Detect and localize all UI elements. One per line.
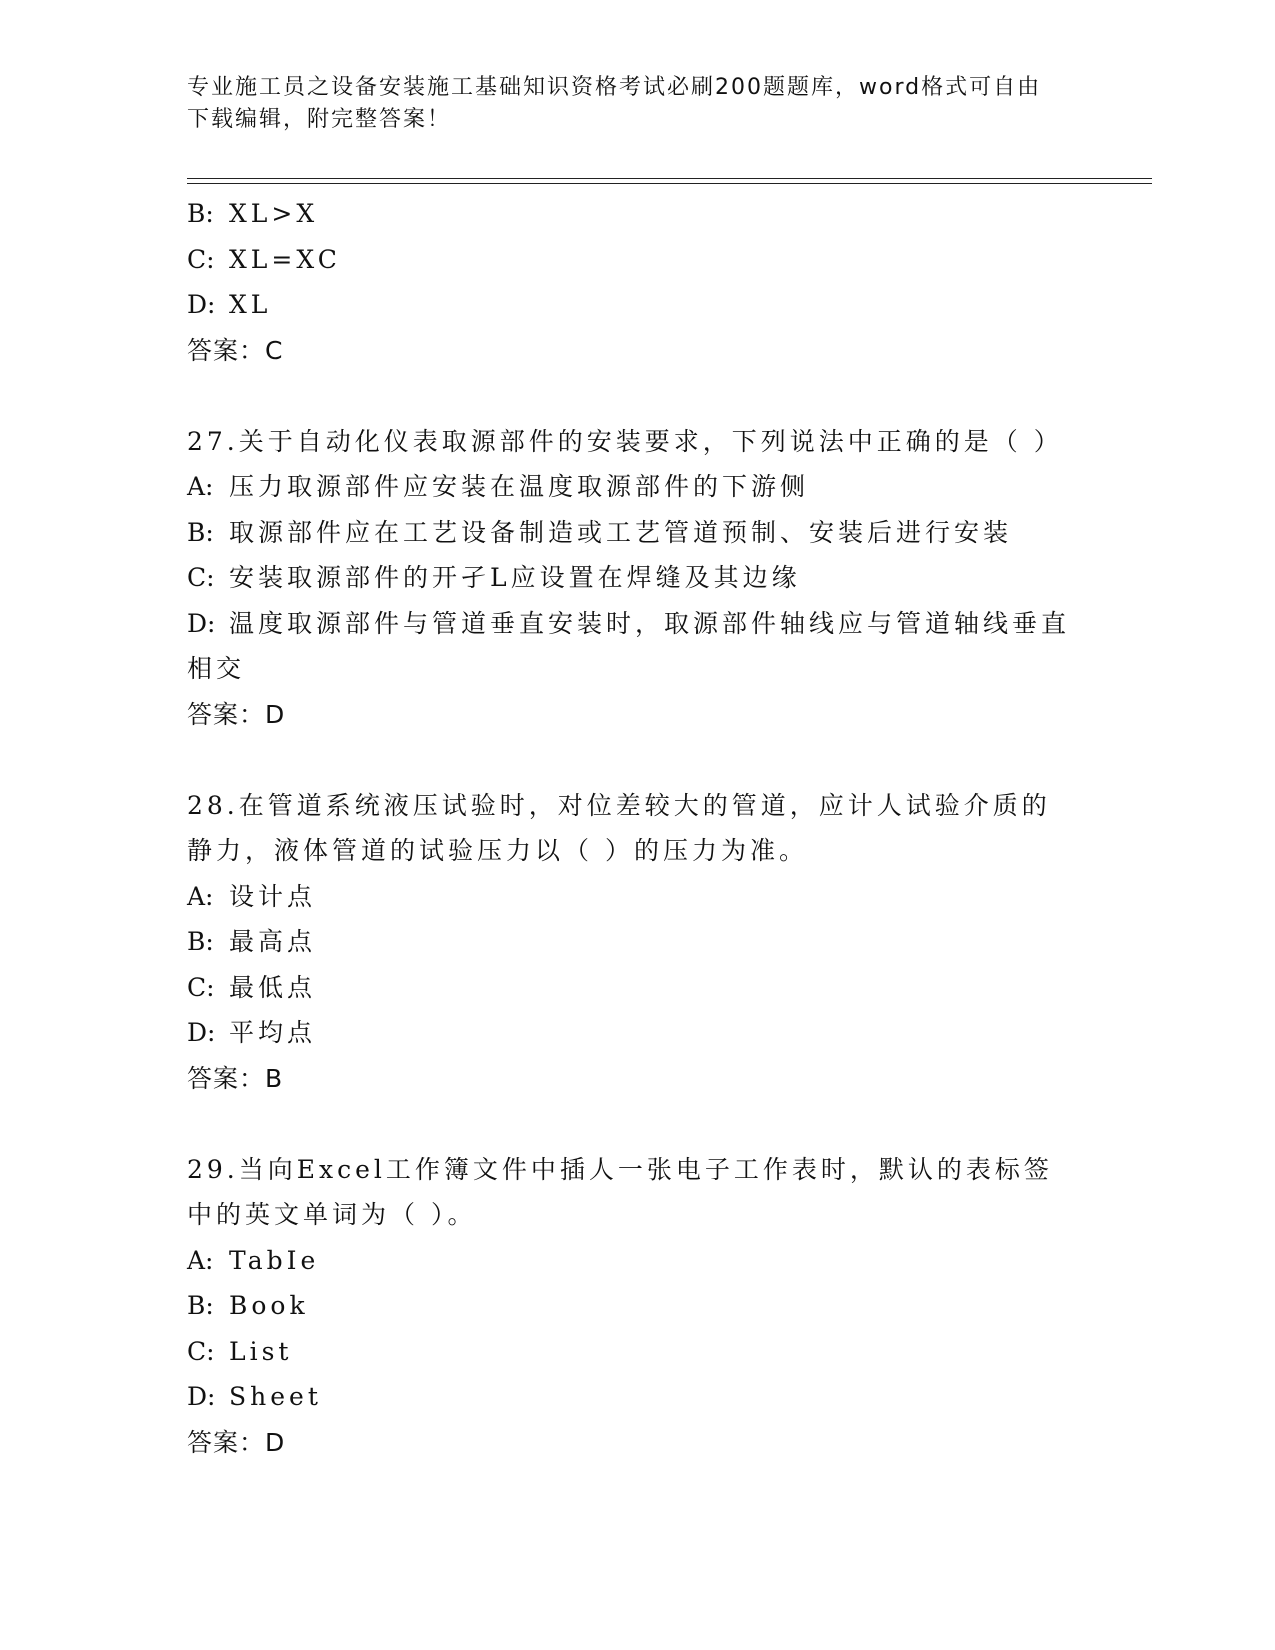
question-27 <box>187 419 1087 738</box>
header-divider-top <box>187 178 1152 179</box>
header-divider-bottom <box>187 183 1152 184</box>
option-d: D: 温度取源部件与管道垂直安装时，取源部件轴线应与管道轴线垂直相交 <box>187 608 1071 683</box>
question-28 <box>187 783 1087 1102</box>
header-line-1: 专业施工员之设备安装施工基础知识资格考试必刷200题题库，word格式可自由 <box>187 75 1042 100</box>
option-c: C: 最低点 <box>187 972 317 1002</box>
question-stem: 29.当向Excel工作簿文件中插人一张电子工作表时，默认的表标签中的英文单词为（ ）。 <box>187 1154 1053 1229</box>
question-list <box>187 191 1087 1465</box>
option-a: A: 设计点 <box>187 881 317 911</box>
option-d: D: XL <box>187 290 272 319</box>
answer: 答案：B <box>187 1063 284 1093</box>
option-b: B: XL>X <box>187 199 319 228</box>
option-b: B: 取源部件应在工艺设备制造或工艺管道预制、安装后进行安装 <box>187 517 1013 547</box>
question-stem: 28.在管道系统液压试验时，对位差较大的管道，应计人试验介质的静力，液体管道的试验压力以（ ）的压力为准。 <box>187 790 1051 865</box>
option-c: C: List <box>187 1336 293 1366</box>
option-a: A: 压力取源部件应安装在温度取源部件的下游侧 <box>187 472 810 501</box>
option-d: D: 平均点 <box>187 1018 317 1047</box>
option-b: B: 最高点 <box>187 927 317 956</box>
option-c: C: 安装取源部件的开孑L应设置在焊缝及其边缘 <box>187 563 801 592</box>
option-a: A: TabIe <box>187 1245 320 1275</box>
page-header <box>187 72 1067 136</box>
question-26-tail <box>187 191 1087 373</box>
answer: 答案：C <box>187 335 284 365</box>
option-d: D: Sheet <box>187 1382 322 1411</box>
option-c: C: XL=XC <box>187 244 341 274</box>
header-line-2: 下载编辑，附完整答案！ <box>187 107 452 132</box>
question-29 <box>187 1147 1087 1466</box>
spacer <box>187 373 1087 419</box>
option-b: B: Book <box>187 1291 309 1320</box>
question-stem: 27.关于自动化仪表取源部件的安装要求，下列说法中正确的是（ ） <box>187 426 1063 456</box>
spacer <box>187 1101 1087 1147</box>
spacer <box>187 737 1087 783</box>
answer: 答案：D <box>187 699 286 729</box>
answer: 答案：D <box>187 1427 286 1457</box>
